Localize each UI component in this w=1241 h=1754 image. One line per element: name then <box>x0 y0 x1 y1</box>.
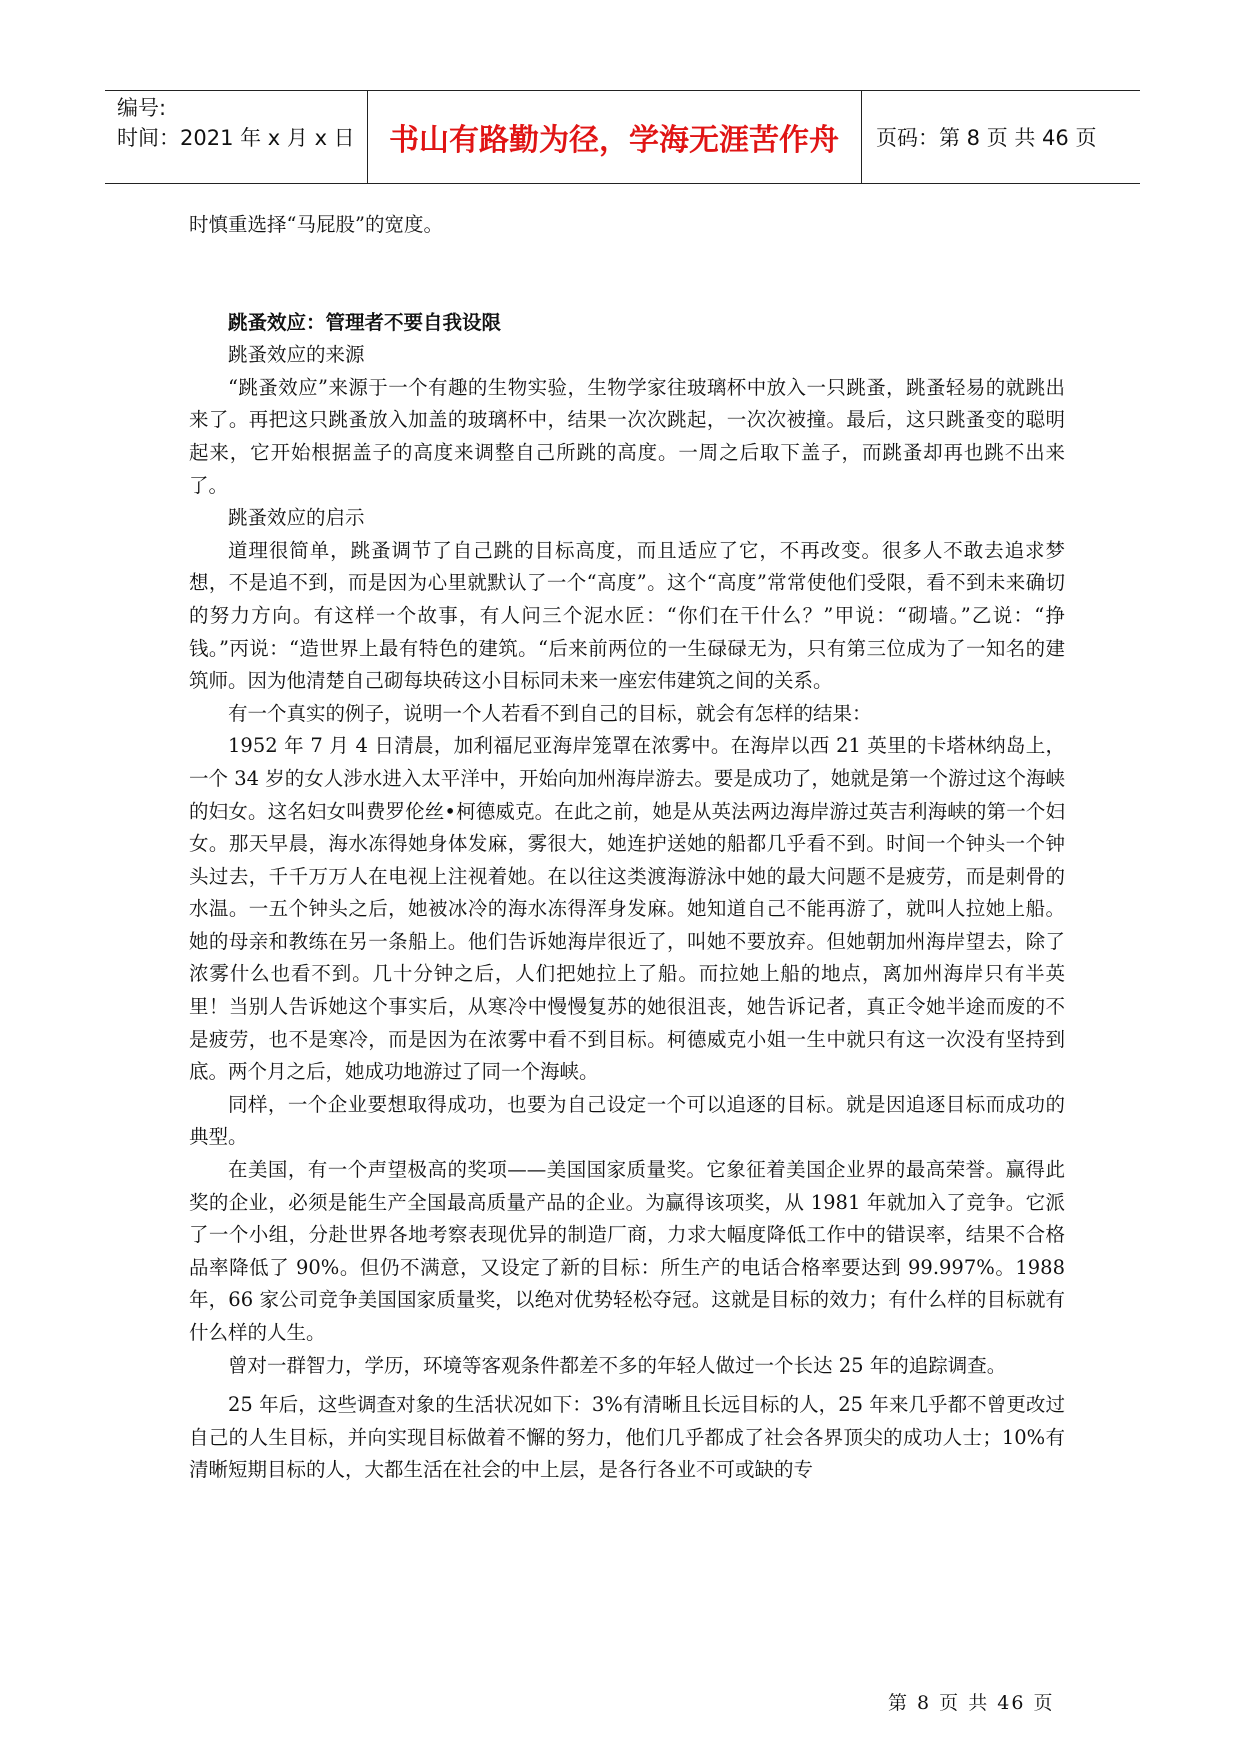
body-paragraph: 在美国，有一个声望极高的奖项——美国国家质量奖。它象征着美国企业界的最高荣誉。赢得此奖的企业，必须是能生产全国最高质量产品的企业。为赢得该项奖，从 1981 年就加入了竞争。它派了一个小组，分赴世界各地考察表现优异的制造厂商，力求大幅度降低工作中的错误率，结果不合格品率降低了 90%。但仍不满意，又设定了新的目标：所生产的电话合格率要达到 99.997%。1988 年，66 家公司竞争美国国家质量奖，以绝对优势轻松夺冠。这就是目标的效力；有什么样的目标就有什么样的人生。 <box>189 1158 1065 1344</box>
page-footer: 第 8 页 共 46 页 <box>888 1692 1055 1714</box>
header-page-number: 页码：第 8 页 共 46 页 <box>876 126 1097 150</box>
body-paragraph: “跳蚤效应”来源于一个有趣的生物实验，生物学家往玻璃杯中放入一只跳蚤，跳蚤轻易的就跳出来了。再把这只跳蚤放入加盖的玻璃杯中，结果一次次跳起，一次次被撞。最后，这只跳蚤变的聪明起来，它开始根据盖子的高度来调整自己所跳的高度。一周之后取下盖子，而跳蚤却再也跳不出来了。 <box>189 375 1065 497</box>
body-paragraph: 曾对一群智力，学历，环境等客观条件都差不多的年轻人做过一个长达 25 年的追踪调查。 <box>228 1353 1007 1377</box>
document-body <box>189 209 1065 1487</box>
body-paragraph: 有一个真实的例子，说明一个人若看不到自己的目标，就会有怎样的结果： <box>228 701 872 725</box>
header-meta <box>117 93 355 153</box>
body-paragraph: 1952 年 7 月 4 日清晨，加利福尼亚海岸笼罩在浓雾中。在海岸以西 21 英里的卡塔林纳岛上，一个 34 岁的女人涉水进入太平洋中，开始向加州海岸游去。要是成功了，她就是第一个游过这个海峡的妇女。这名妇女叫费罗伦丝•柯德威克。在此之前，她是从英法两边海岸游过英吉利海峡的第一个妇女。那天早晨，海水冻得她身体发麻，雾很大，她连护送她的船都几乎看不到。时间一个钟头一个钟头过去，千千万万人在电视上注视着她。在以往这类渡海游泳中她的最大问题不是疲劳，而是刺骨的水温。一五个钟头之后，她被冰冷的海水冻得浑身发麻。她知道自己不能再游了，就叫人拉她上船。她的母亲和教练在另一条船上。他们告诉她海岸很近了，叫她不要放弃。但她朝加州海岸望去，除了浓雾什么也看不到。几十分钟之后，人们把她拉上了船。而拉她上船的地点，离加州海岸只有半英里！当别人告诉她这个事实后，从寒冷中慢慢复苏的她很沮丧，她告诉记者，真正令她半途而废的不是疲劳，也不是寒冷，而是因为在浓雾中看不到目标。柯德威克小姐一生中就只有这一次没有坚持到底。两个月之后，她成功地游过了同一个海峡。 <box>189 734 1065 1084</box>
section-title: 跳蚤效应：管理者不要自我设限 <box>228 310 502 334</box>
body-paragraph: 道理很简单，跳蚤调节了自己跳的目标高度，而且适应了它，不再改变。很多人不敢去追求梦想，不是追不到，而是因为心里就默认了一个“高度”。这个“高度”常常使他们受限，看不到未来确切的努力方向。有这样一个故事，有人问三个泥水匠：“你们在干什么？”甲说：“砌墙。”乙说：“挣钱。”丙说：“造世界上最有特色的建筑。“后来前两位的一生碌碌无为，只有第三位成为了一知名的建筑师。因为他清楚自己砌每块砖这小目标同未来一座宏伟建筑之间的关系。 <box>189 538 1065 693</box>
body-paragraph: 同样，一个企业要想取得成功，也要为自己设定一个可以追逐的目标。就是因追逐目标而成功的典型。 <box>189 1092 1065 1149</box>
body-paragraph: 时慎重选择“马屁股”的宽度。 <box>189 213 443 236</box>
page-header <box>105 90 1140 184</box>
section-subheading: 跳蚤效应的来源 <box>228 343 365 367</box>
header-divider <box>861 91 862 183</box>
header-motto: 书山有路勤为径，学海无涯苦作舟 <box>389 123 839 158</box>
body-paragraph: 25 年后，这些调查对象的生活状况如下：3%有清晰且长远目标的人，25 年来几乎都不曾更改过自己的人生目标，并向实现目标做着不懈的努力，他们几乎都成了社会各界顶尖的成功人士；10%有清晰短期目标的人，大都生活在社会的中上层，是各行各业不可或缺的专 <box>189 1393 1065 1482</box>
document-number-label: 编号: <box>117 96 167 120</box>
document-time-label: 时间：2021 年 x 月 x 日 <box>117 126 355 150</box>
section-subheading: 跳蚤效应的启示 <box>228 506 365 530</box>
